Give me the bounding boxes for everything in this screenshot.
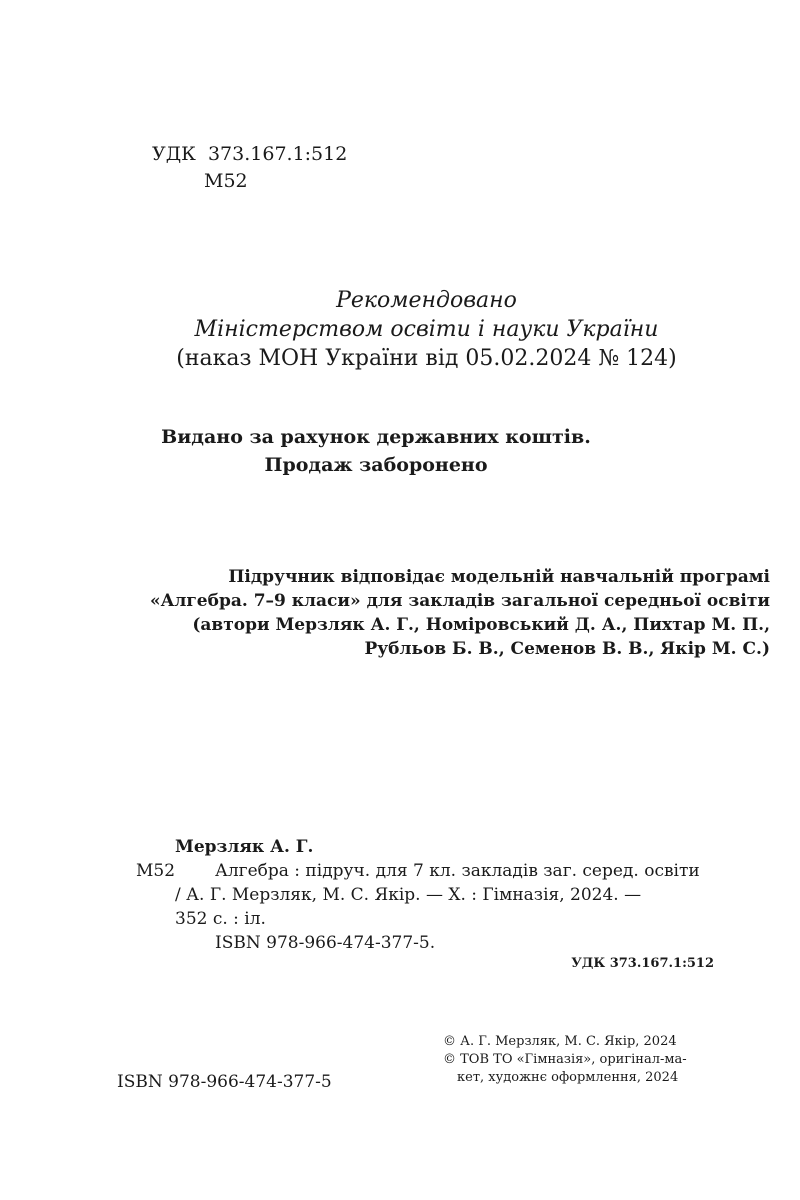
program-line-3: (автори Мерзляк А. Г., Номіровський Д. А., Пихтар М. П.,: [192, 615, 770, 635]
biblio-desc-line-2: / А. Г. Мерзляк, М. С. Якір. — Х. : Гімназія, 2024. —: [175, 885, 642, 905]
biblio-description: [175, 859, 720, 955]
funding-notice: [0, 423, 752, 479]
udk-block: [152, 141, 347, 195]
biblio-udk: УДК 373.167.1:512: [571, 956, 714, 971]
copyright-block: [443, 1033, 743, 1087]
copyright-publisher-cont: кет, художнє оформлення, 2024: [457, 1070, 679, 1085]
program-line-1: Підручник відповідає модельній навчальній програмі: [228, 567, 770, 587]
recommendation-title: Рекомендовано: [336, 288, 517, 313]
udk-code: УДК 373.167.1:512: [152, 143, 348, 165]
copyright-authors: © А. Г. Мерзляк, М. С. Якір, 2024: [443, 1034, 677, 1049]
biblio-desc-line-1: Алгебра : підруч. для 7 кл. закладів заг. серед. освіти: [215, 861, 700, 881]
program-compliance: [90, 565, 770, 661]
biblio-index: М52: [136, 861, 176, 881]
recommendation-ministry: Міністерством освіти і науки України: [194, 317, 659, 342]
biblio-author: Мерзляк А. Г.: [175, 837, 314, 857]
sale-prohibited-line: Продаж заборонено: [264, 454, 488, 476]
biblio-desc-line-3: 352 с. : іл.: [175, 909, 266, 929]
recommendation-order: (наказ МОН України від 05.02.2024 № 124): [176, 346, 677, 371]
recommendation-block: [0, 286, 800, 373]
program-line-4: Рубльов Б. В., Семенов В. В., Якір М. С.): [364, 639, 770, 659]
copyright-publisher: © ТОВ ТО «Гімназія», оригінал-ма-: [443, 1052, 687, 1067]
biblio-isbn: ISBN 978-966-474-377-5.: [215, 933, 436, 953]
footer-isbn: ISBN 978-966-474-377-5: [117, 1072, 332, 1092]
library-index: М52: [204, 170, 248, 192]
funding-line: Видано за рахунок державних коштів.: [161, 426, 591, 448]
program-line-2: «Алгебра. 7–9 класи» для закладів загальної середньої освіти: [149, 591, 770, 611]
